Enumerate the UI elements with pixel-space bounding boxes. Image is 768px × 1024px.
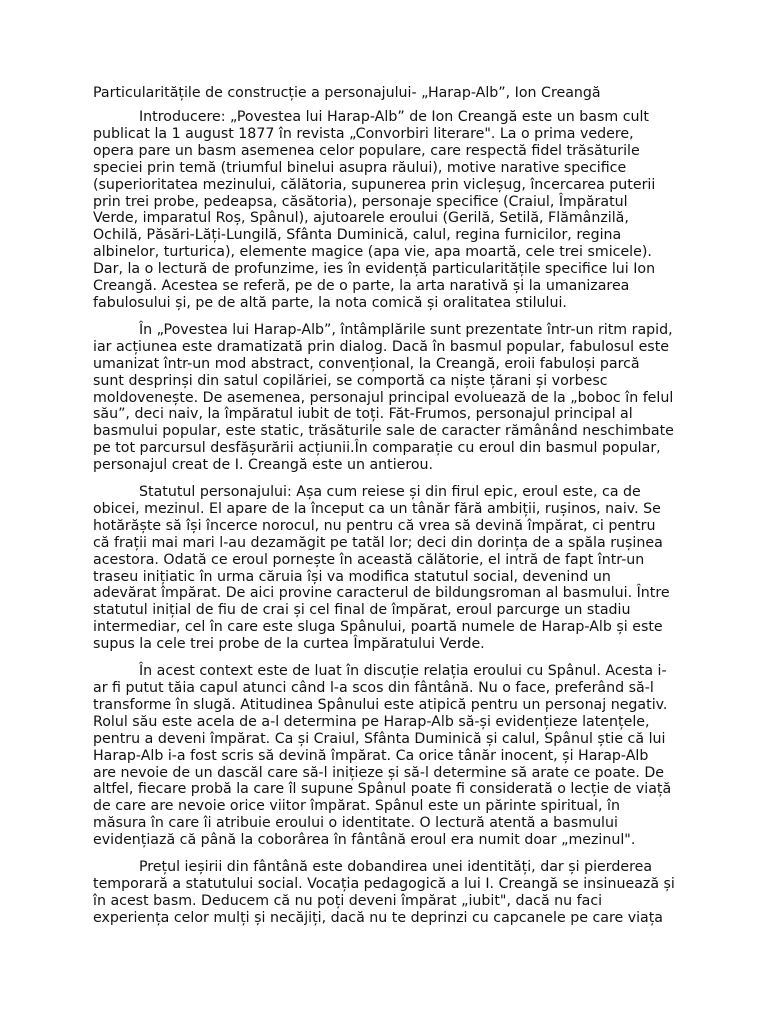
paragraph-pretul-iesirii: Prețul ieșirii din fântână este dobandirea unei identități, dar și pierderea temporară a statutului social. Vocația pedagogică a lui I. Creangă se insinuează și în acest basm. Deducem că nu poți deveni împărat „iubit", dacă nu faci experiența celor mulți și necăjiți, dacă nu te deprinzi cu capcanele pe care viața <box>93 859 675 926</box>
paragraph-statutul-personajului: Statutul personajului: Așa cum reiese și din firul epic, eroul este, ca de obicei, mezinul. El apare de la început ca un tânăr fără ambiții, rușinos, naiv. Se hotărăște să își încerce norocul, nu pentru că vrea să devină împărat, ci pentru că frații mai mari l-au dezamăgit pe tatăl lor; deci din dorința de a spăla rușinea acestora. Odată ce eroul pornește în această călătorie, el intră de fapt într-un traseu inițiatic în urma căruia își va modifica statutul social, devenind un adevărat împărat. De aici provine caracterul de bildungsroman al basmului. Între statutul inițial de fiu de crai și cel final de împărat, eroul parcurge un stadiu intermediar, cel în care este sluga Spânului, poartă numele de Harap-Alb și este supus la cele trei probe de la curtea Împăratului Verde. <box>93 484 670 653</box>
paragraph-ritm-rapid: În „Povestea lui Harap-Alb”, întâmplările sunt prezentate într-un ritm rapid, iar acțiunea este dramatizată prin dialog. Dacă în basmul popular, fabulosul este umanizat într-un mod abstract, convențional, la Creangă, eroii fabuloși parcă sunt desprinși din satul copilăriei, se comportă ca niște țărani și vorbesc moldovenește. De asemenea, personajul principal evoluează de la „boboc în felul său”, deci naiv, la împăratul iubit de toți. Făt-Frumos, personajul principal al basmului popular, este static, trăsăturile sale de caracter rămânând neschimbate pe tot parcursul desfășurării acțiunii.În comparație cu eroul din basmul popular, personajul creat de I. Creangă este un antierou. <box>93 321 674 474</box>
paragraph-introducere: Introducere: „Povestea lui Harap-Alb” de Ion Creangă este un basm cult publicat la 1 august 1877 în revista „Convorbiri literare". La o prima vedere, opera pare un basm asemenea celor populare, care respectă fidel trăsăturile speciei prin temă (triumful binelui asupra răului), motive narative specifice (superioritatea mezinului, călătoria, supunerea prin vicleșug, încercarea puterii prin trei probe, pedeapsa, căsătoria), personaje specifice (Craiul, Împăratul Verde, imparatul Roș, Spânul), ajutoarele eroului (Gerilă, Setilă, Flămânzilă, Ochilă, Păsări-Lăți-Lungilă, Sfânta Duminică, calul, regina furnicilor, regina albinelor, turturica), elemente magice (apa vie, apa moartă, cele trei smicele). Dar, la o lectură de profunzime, ies în evidență particularitățile specifice lui Ion Creangă. Acestea se referă, pe de o parte, la arta narativă și la umanizarea fabulosului și, pe de altă parte, la nota comică și oralitatea stilului. <box>93 109 656 311</box>
paragraph-relatia-cu-spanul: În acest context este de luat în discuție relația eroului cu Spânul. Acesta i-ar fi putut tăia capul atunci când l-a scos din fântână. Nu o face, preferând să-l transforme în slugă. Atitudinea Spânului este atipică pentru un personaj negativ. Rolul său este acela de a-l determina pe Harap-Alb să-și evidențieze latențele, pentru a deveni împărat. Ca și Craiul, Sfânta Duminică și calul, Spânul știe că lui Harap-Alb i-a fost scris să devină împărat. Ca orice tânăr inocent, și Harap-Alb are nevoie de un dascăl care să-l inițieze și să-l determine să arate ce poate. De altfel, fiecare probă la care îl supune Spânul poate fi considerată o lecție de viață de care are nevoie orice viitor împărat. Spânul este un părinte spiritual, în măsura în care îi atribuie eroului o identitate. O lectură atentă a basmului evidențiază că până la coborârea în fântână eroul era numit doar „mezinul". <box>93 663 672 849</box>
document-page <box>93 84 675 937</box>
document-title: Particularitățile de construcție a personajului- „Harap-Alb”, Ion Creangă <box>93 85 601 101</box>
